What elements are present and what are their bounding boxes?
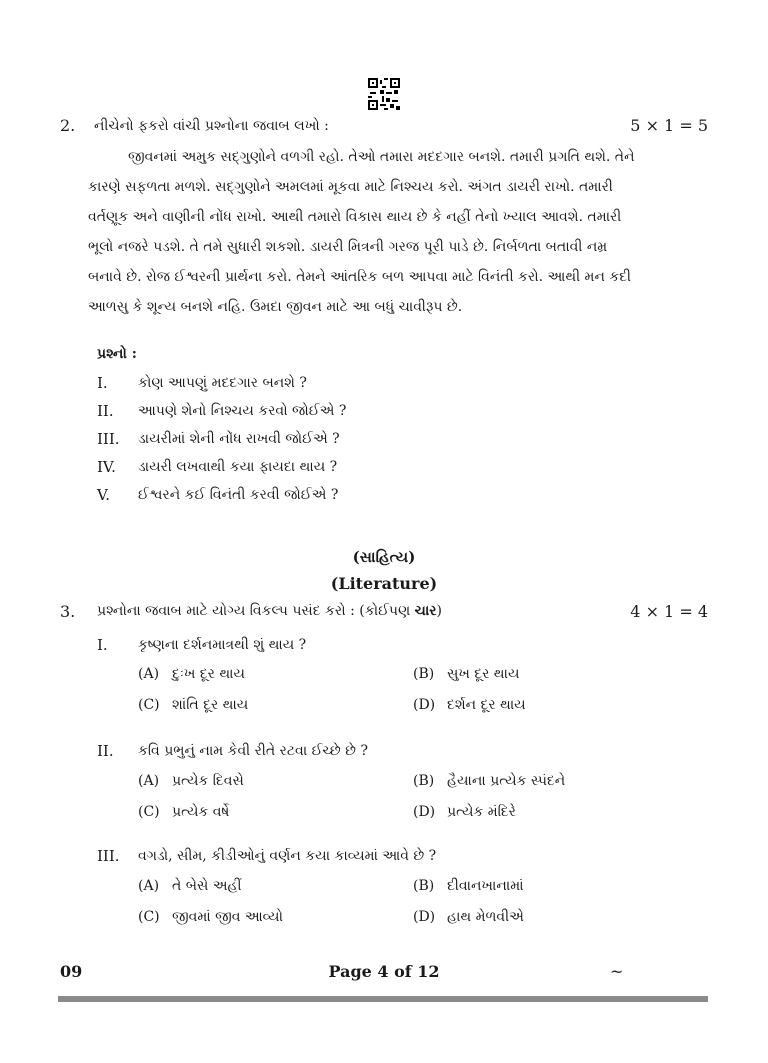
mcq-option: (A) તે બેસે અહીં [138,878,242,894]
section-title-gujarati: (સાહિત્ય) [352,548,416,566]
paper-code: 09 [60,962,83,981]
instruction-emphasis: ચાર [414,603,437,619]
sub-question-number: IV. [97,458,116,476]
passage-line: વર્તણૂક અને વાણીની નોંધ રાખો. આથી તમારો વિકાસ થાય છે કે નહીં તેનો ખ્યાલ આવશે. તમારી [88,209,622,225]
passage [88,142,688,322]
question-3-instruction: પ્રશ્નોના જવાબ માટે યોગ્ય વિકલ્પ પસંદ કરો : (કોઈપણ ચાર) [97,603,443,619]
mcq-question: કૃષ્ણના દર્શનમાત્રથી શું થાય ? [138,637,307,653]
mcq-option: (A) દુઃખ દૂર થાય [138,666,245,682]
sub-question-text: ડાયરીમાં શેની નોંધ રાખવી જોઈએ ? [138,431,340,447]
passage-line: જીવનમાં અમુક સદ્ગુણોને વળગી રહો. તેઓ તમારા મદદગાર બનશે. તમારી પ્રગતિ થશે. તેને [128,149,635,165]
question-2-instruction: નીચેનો ફકરો વાંચી પ્રશ્નોના જવાબ લખો : [94,118,329,134]
mcq-option: (C) જીવમાં જીવ આવ્યો [138,909,284,925]
sub-question-number: I. [97,374,108,392]
question-3-number: 3. [60,602,76,621]
sub-question-number: III. [97,430,120,448]
mcq-option: (D) દર્શન દૂર થાય [413,697,526,713]
sub-question-text: આપણે શેનો નિશ્ચય કરવો જોઈએ ? [138,403,347,419]
question-2-marks: 5 × 1 = 5 [630,116,708,135]
sub-question-number: V. [97,486,110,504]
mcq-option: (A) પ્રત્યેક દિવસે [138,773,244,789]
mcq-option: (C) પ્રત્યેક વર્ષે [138,804,230,820]
mcq-option: (B) હૈયાના પ્રત્યેક સ્પંદને [413,773,566,789]
mcq-option: (D) હાથ મેળવીએ [413,909,524,925]
mcq-number: III. [97,847,120,865]
passage-line: કારણે સફળતા મળશે. સદ્ગુણોને અમલમાં મૂકવા માટે નિશ્ચય કરો. અંગત ડાયરી રાખો. તમારી [88,179,613,195]
sub-question-number: II. [97,402,114,420]
page-number: Page 4 of 12 [328,962,440,981]
mcq-option: (B) દીવાનખાનામાં [413,878,524,894]
footer-rule [58,996,708,1002]
mcq-number: II. [97,742,114,760]
questions-heading: પ્રશ્નો : [97,346,137,362]
mcq-question: કવિ પ્રભુનું નામ કેવી રીતે રટવા ઈચ્છે છે ? [138,743,368,759]
question-3-marks: 4 × 1 = 4 [630,602,708,621]
mcq-option: (C) શાંતિ દૂર થાય [138,697,249,713]
passage-line: ભૂલો નજરે પડશે. તે તમે સુધારી શકશો. ડાયરી મિત્રની ગરજ પૂરી પાડે છે. નિર્બળતા બતાવી નમ્ર [88,239,608,255]
mcq-question: વગડો, સીમ, કીડીઓનું વર્ણન કયા કાવ્યમાં આવે છે ? [138,848,437,864]
footer-mark: ~ [610,962,624,981]
section-title-english: (Literature) [330,574,438,593]
question-2-number: 2. [60,116,76,135]
mcq-number: I. [97,636,108,654]
passage-line: બનાવે છે. રોજ ઈશ્વરની પ્રાર્થના કરો. તેમને આંતરિક બળ આપવા માટે વિનંતી કરો. આથી મન કદી [88,269,632,285]
mcq-option: (D) પ્રત્યેક મંદિરે [413,804,516,820]
passage-line: આળસુ કે શૂન્ય બનશે નહિ. ઉમદા જીવન માટે આ બધું ચાવીરૂપ છે. [88,299,463,315]
sub-question-text: કોણ આપણું મદદગાર બનશે ? [138,375,307,391]
mcq-option: (B) સુખ દૂર થાય [413,666,520,682]
qr-code-icon [368,78,400,110]
sub-question-text: ઈશ્વરને કઈ વિનંતી કરવી જોઈએ ? [138,487,339,503]
sub-question-text: ડાયરી લખવાથી કયા ફાયદા થાય ? [138,459,338,475]
